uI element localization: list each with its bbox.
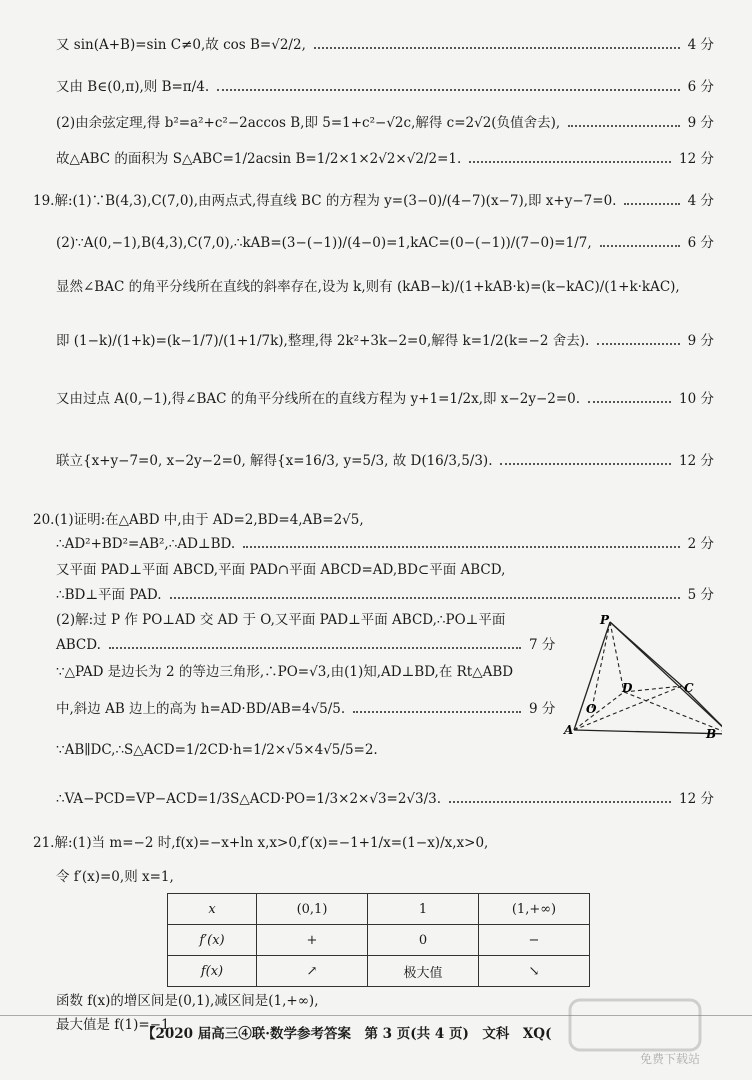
- score-label: 12 分: [679, 151, 714, 167]
- table-row: [168, 956, 590, 987]
- table-cell: (1,+∞): [479, 894, 590, 925]
- score-label: 6 分: [687, 235, 714, 251]
- answer-text: ∴VA−PCD=VP−ACD=1/3S△ACD·PO=1/3×2×√3=2√3/3.: [56, 791, 442, 807]
- dotted-leader: [314, 34, 680, 49]
- answer-text: 又 sin(A+B)=sin C≠0,故 cos B=√2/2,: [56, 37, 306, 53]
- pyramid-figure: [562, 612, 722, 742]
- table-cell: +: [257, 925, 368, 956]
- answer-line: [0, 866, 752, 888]
- table-row: [168, 925, 590, 956]
- answer-line: [0, 76, 752, 98]
- answer-text: ∵△PAD 是边长为 2 的等边三角形,∴PO=√3,由(1)知,AD⊥BD,在 Rt△ABD: [56, 664, 514, 680]
- answer-text: 令 f′(x)=0,则 x=1,: [56, 869, 174, 885]
- dotted-leader: [624, 190, 680, 205]
- figure-label-a: A: [564, 723, 574, 737]
- score-label: 10 分: [679, 391, 714, 407]
- table-cell: 极大值: [368, 956, 479, 987]
- table-cell: −: [479, 925, 590, 956]
- answer-text: ∵AB∥DC,∴S△ACD=1/2CD·h=1/2×√5×4√5/5=2.: [56, 742, 378, 758]
- dotted-leader: [588, 388, 671, 403]
- dotted-leader: [217, 76, 680, 91]
- dotted-leader: [353, 698, 521, 713]
- dotted-leader: [597, 330, 680, 345]
- answer-text: 20.(1)证明:在△ABD 中,由于 AD=2,BD=4,AB=2√5,: [33, 512, 364, 528]
- score-label: 12 分: [679, 791, 714, 807]
- dotted-leader: [600, 232, 680, 247]
- table-cell: (0,1): [257, 894, 368, 925]
- dotted-leader: [243, 533, 680, 548]
- answer-line: [0, 112, 752, 134]
- table-cell: f′(x): [168, 925, 257, 956]
- sign-table: [167, 893, 590, 987]
- table-row: [168, 894, 590, 925]
- answer-text: 又由过点 A(0,−1),得∠BAC 的角平分线所在的直线方程为 y+1=1/2x,即 x−2y−2=0.: [56, 391, 581, 407]
- score-label: 7 分: [529, 637, 556, 653]
- watermark-text: 免费下载站: [640, 1052, 701, 1066]
- answer-line: [0, 739, 752, 761]
- score-label: 9 分: [529, 701, 556, 717]
- answer-text: 又平面 PAD⊥平面 ABCD,平面 PAD∩平面 ABCD=AD,BD⊂平面 ABCD,: [56, 562, 506, 578]
- answer-line: [0, 533, 752, 555]
- answer-line: [0, 584, 752, 606]
- dotted-leader: [500, 450, 671, 465]
- score-label: 4 分: [687, 193, 714, 209]
- watermark: [560, 990, 710, 1074]
- table-cell: ↗: [257, 956, 368, 987]
- answer-line: [0, 330, 752, 352]
- score-label: 2 分: [687, 536, 714, 552]
- score-label: 5 分: [687, 587, 714, 603]
- table-cell: 1: [368, 894, 479, 925]
- answer-text: 即 (1−k)/(1+k)=(k−1/7)/(1+1/7k),整理,得 2k²+3k−2=0,解得 k=1/2(k=−2 舍去).: [56, 333, 590, 349]
- table-cell: x: [168, 894, 257, 925]
- table-cell: ↘: [479, 956, 590, 987]
- answer-line: [0, 232, 752, 254]
- answer-line: [0, 148, 752, 170]
- answer-text: 联立{x+y−7=0, x−2y−2=0, 解得{x=16/3, y=5/3, 故 D(16/3,5/3).: [56, 453, 493, 469]
- figure-label-p: P: [600, 613, 610, 627]
- score-label: 4 分: [687, 37, 714, 53]
- answer-line: [0, 832, 752, 854]
- answer-text: (2)解:过 P 作 PO⊥AD 交 AD 于 O,又平面 PAD⊥平面 ABCD,∴PO⊥平面: [56, 612, 506, 628]
- footer-text: 【2020 届高三④联·数学参考答案 第 3 页(共 4 页) 文科 XQ(: [142, 1026, 552, 1042]
- answer-line: [0, 190, 752, 212]
- dotted-leader: [568, 112, 680, 127]
- table-cell: 0: [368, 925, 479, 956]
- answer-text: ABCD.: [56, 637, 101, 653]
- answer-text: 显然∠BAC 的角平分线所在直线的斜率存在,设为 k,则有 (kAB−k)/(1+kAB·k)=(k−kAC)/(1+k·kAC),: [56, 279, 680, 295]
- score-label: 12 分: [679, 453, 714, 469]
- dotted-leader: [109, 634, 521, 649]
- dotted-leader: [170, 584, 680, 599]
- answer-line: [0, 388, 752, 410]
- answer-text: ∴AD²+BD²=AB²,∴AD⊥BD.: [56, 536, 236, 552]
- table-cell: f(x): [168, 956, 257, 987]
- answer-text: 19.解:(1)∵B(4,3),C(7,0),由两点式,得直线 BC 的方程为 y=(3−0)/(4−7)(x−7),即 x+y−7=0.: [33, 193, 617, 209]
- answer-line: [0, 559, 752, 581]
- answer-text: 最大值是 f(1)=−1.: [56, 1017, 174, 1033]
- answer-line: [0, 34, 752, 56]
- answer-text: 中,斜边 AB 边上的高为 h=AD·BD/AB=4√5/5.: [56, 701, 346, 717]
- figure-label-d: D: [622, 681, 633, 695]
- figure-label-o: O: [586, 702, 597, 716]
- score-label: 6 分: [687, 79, 714, 95]
- answer-text: 故△ABC 的面积为 S△ABC=1/2acsin B=1/2×1×2√2×√2/2=1.: [56, 151, 462, 167]
- answer-text: 函数 f(x)的增区间是(0,1),减区间是(1,+∞),: [56, 993, 319, 1009]
- answer-text: 又由 B∈(0,π),则 B=π/4.: [56, 79, 210, 95]
- answer-text: 21.解:(1)当 m=−2 时,f(x)=−x+ln x,x>0,f′(x)=−1+1/x=(1−x)/x,x>0,: [33, 835, 489, 851]
- answer-text: ∴BD⊥平面 PAD.: [56, 587, 162, 603]
- answer-line: [0, 509, 752, 531]
- answer-line: [0, 276, 752, 298]
- figure-label-b: B: [706, 727, 717, 741]
- score-label: 9 分: [687, 333, 714, 349]
- answer-line: [0, 450, 752, 472]
- answer-line: [0, 788, 752, 810]
- dotted-leader: [469, 148, 671, 163]
- figure-label-c: C: [684, 681, 694, 695]
- dotted-leader: [449, 788, 671, 803]
- answer-text: (2)由余弦定理,得 b²=a²+c²−2accos B,即 5=1+c²−√2c,解得 c=2√2(负值舍去),: [56, 115, 561, 131]
- answer-text: (2)∵A(0,−1),B(4,3),C(7,0),∴kAB=(3−(−1))/(4−0)=1,kAC=(0−(−1))/(7−0)=1/7,: [56, 235, 592, 251]
- score-label: 9 分: [687, 115, 714, 131]
